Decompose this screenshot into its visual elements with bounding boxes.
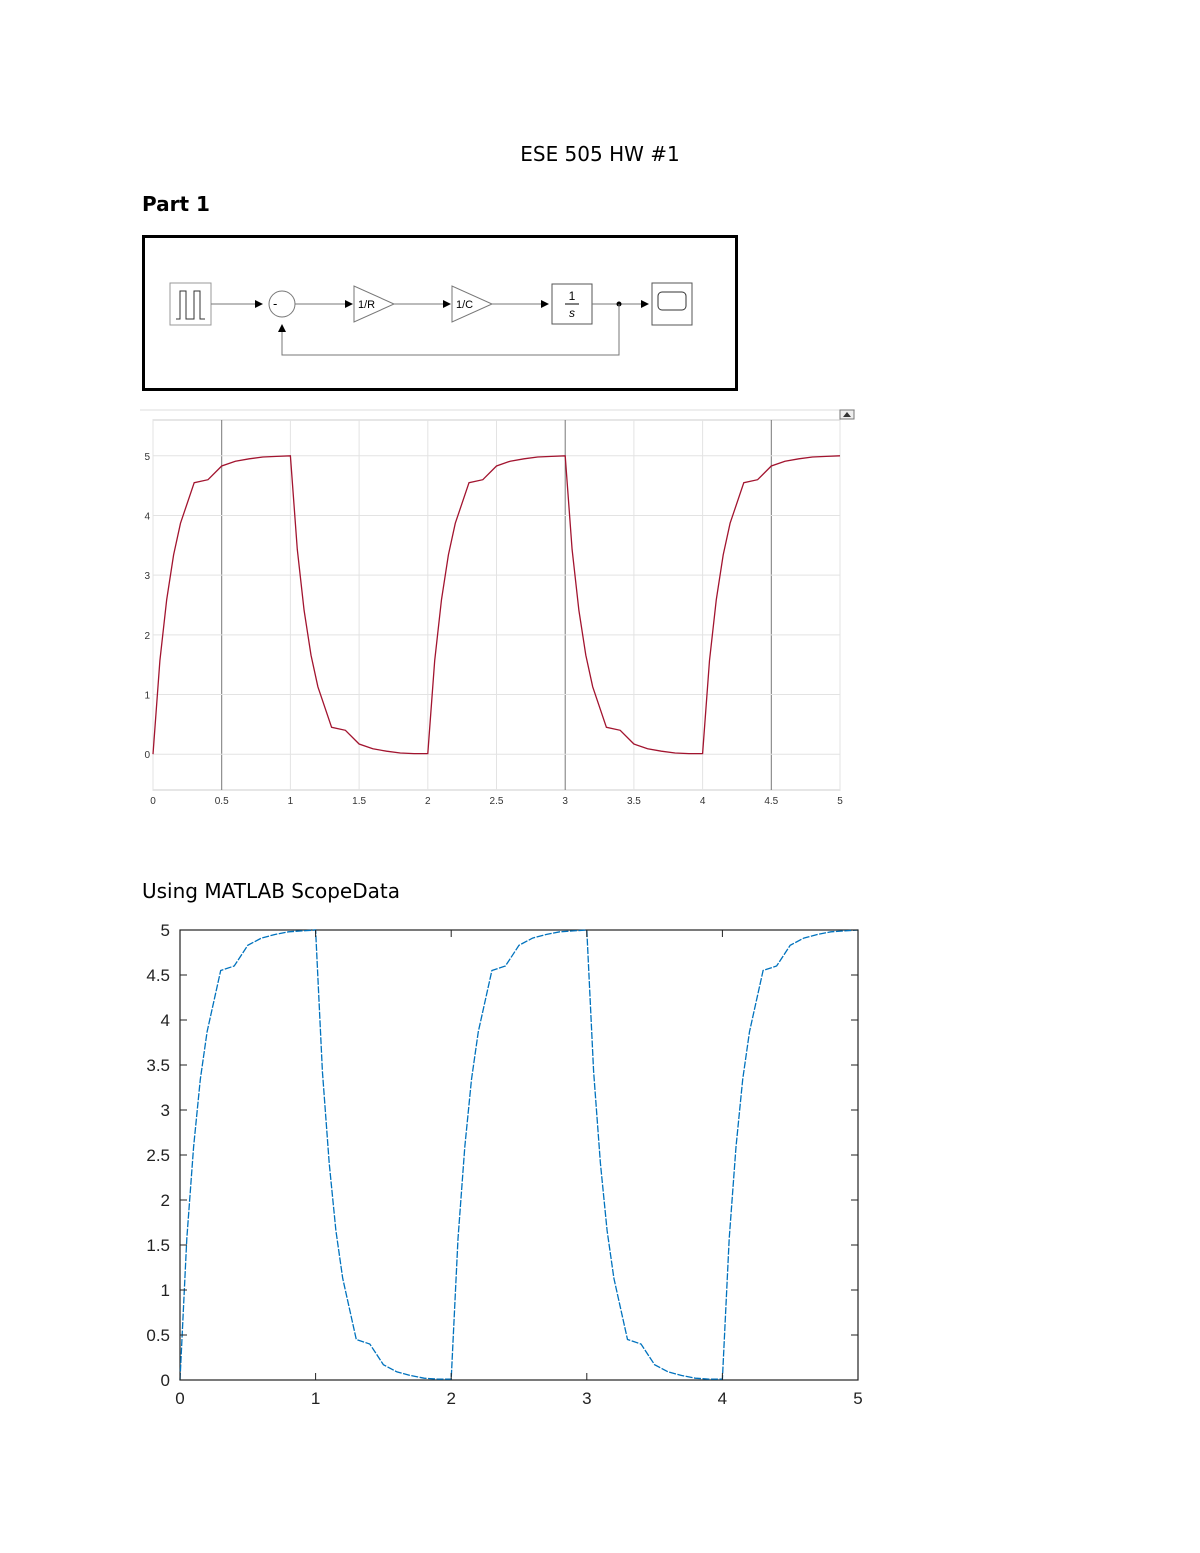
- scope-plot: [140, 408, 860, 818]
- matlab-y-tick-label: 3: [160, 1101, 170, 1120]
- matlab-y-tick-label: 4: [160, 1011, 170, 1030]
- matlab-y-tick-label: 0: [160, 1371, 170, 1390]
- matlab-y-tick-label: 2.5: [146, 1146, 170, 1165]
- diagram-frame: [144, 237, 737, 390]
- matlab-y-tick-label: 0.5: [146, 1326, 170, 1345]
- scope-y-tick-label: 2: [144, 630, 150, 642]
- scope-y-tick-label: 5: [144, 451, 150, 463]
- matlab-y-tick-label: 3.5: [146, 1056, 170, 1075]
- matlab-y-tick-label: 5: [160, 921, 170, 940]
- matlab-y-tick-label: 1: [160, 1281, 170, 1300]
- scope-x-tick-label: 1.5: [352, 796, 367, 807]
- matlab-y-tick-label: 1.5: [146, 1236, 170, 1255]
- scope-x-tick-label: 3: [562, 796, 568, 807]
- scope-y-tick-label: 3: [144, 571, 150, 583]
- scope-y-tick-label: 1: [144, 690, 150, 702]
- scope-y-tick-label: 0: [144, 750, 150, 762]
- sum-block[interactable]: [269, 291, 295, 317]
- matlab-y-tick-label: 4.5: [146, 966, 170, 985]
- matlab-x-tick-label: 1: [310, 1389, 321, 1408]
- pulse-generator-block[interactable]: [170, 283, 211, 325]
- scope-x-tick-label: 1: [287, 796, 294, 807]
- scope-x-tick-label: 2: [425, 796, 431, 807]
- scope-x-tick-label: 2.5: [489, 796, 504, 807]
- scope-block[interactable]: [652, 283, 692, 325]
- scope-icon: [658, 292, 686, 310]
- matlab-plot-svg: [140, 915, 880, 1415]
- matlab-y-tick-label: 2: [160, 1191, 170, 1210]
- matlab-heading: Using MATLAB ScopeData: [142, 879, 400, 903]
- matlab-axes-box: [180, 930, 858, 1380]
- integrator-block[interactable]: [552, 284, 592, 324]
- matlab-x-tick-label: 0: [175, 1389, 185, 1408]
- matlab-x-tick-label: 5: [853, 1389, 863, 1408]
- part-heading: Part 1: [142, 192, 210, 216]
- matlab-x-tick-label: 3: [582, 1389, 592, 1408]
- sum-sign: -: [273, 296, 278, 311]
- block-diagram: [142, 235, 738, 391]
- scope-x-tick-label: 4.5: [764, 796, 779, 807]
- block-diagram-svg: [142, 235, 738, 391]
- matlab-plot: [140, 915, 880, 1415]
- scope-x-tick-label: 5: [837, 796, 843, 807]
- gain1-label: 1/R: [358, 299, 376, 311]
- scope-x-tick-label: 4: [699, 796, 706, 807]
- scope-restore-icon[interactable]: [840, 410, 854, 419]
- matlab-x-tick-label: 4: [717, 1389, 728, 1408]
- scope-plot-svg: [140, 408, 860, 818]
- scope-x-tick-label: 0: [150, 796, 156, 807]
- gain2-label: 1/C: [456, 299, 474, 311]
- scope-y-tick-label: 4: [144, 511, 150, 523]
- scope-x-tick-label: 3.5: [626, 796, 641, 807]
- document-title: ESE 505 HW #1: [520, 142, 680, 166]
- scope-x-tick-label: 0.5: [214, 796, 229, 807]
- integrator-denominator: s: [569, 306, 575, 320]
- matlab-x-tick-label: 2: [446, 1389, 456, 1408]
- integrator-numerator: 1: [568, 289, 576, 303]
